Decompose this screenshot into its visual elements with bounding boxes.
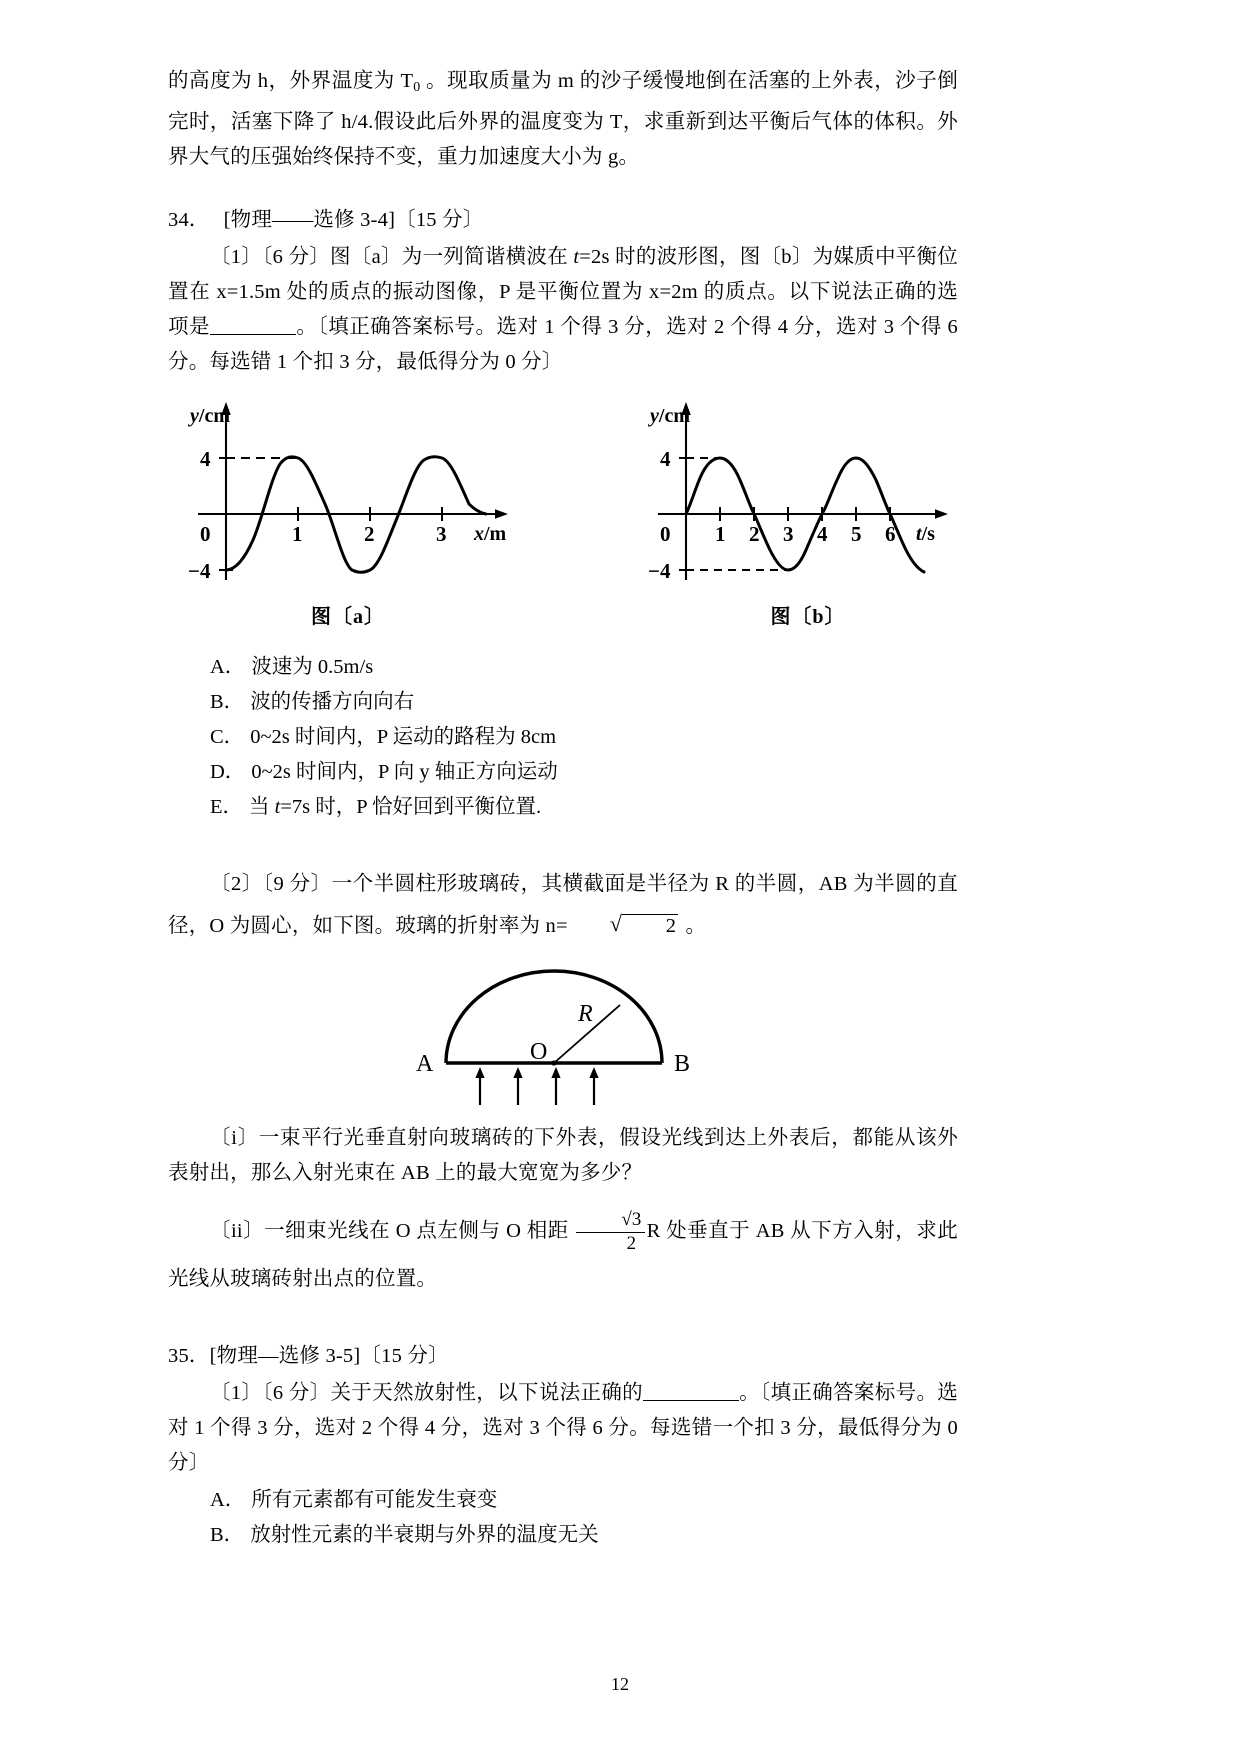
question-35-number: 35． xyxy=(168,1344,210,1367)
option-e-text-post: =7s 时，P 恰好回到平衡位置. xyxy=(280,795,542,818)
question-35-part1-stem xyxy=(168,1376,958,1481)
figure-b-x-arrow xyxy=(935,509,948,519)
part1-stem-pre: 〔1〕〔6 分〕图〔a〕为一列简谐横波在 xyxy=(210,245,574,268)
incident-rays xyxy=(480,1073,594,1105)
answer-blank-35-1[interactable] xyxy=(643,1400,739,1401)
question-35-option-list xyxy=(168,1483,958,1553)
question-34-title: [物理——选修 3-4]〔15 分〕 xyxy=(223,208,484,231)
figure-b-xticklabel-4: 4 xyxy=(817,521,828,546)
fraction-denominator: 2 xyxy=(576,1232,644,1255)
option-a-label: A． xyxy=(210,655,246,678)
figure-b-xticklabel-3: 3 xyxy=(783,521,794,546)
q35-option-a-label: A． xyxy=(210,1488,246,1511)
q35-option-b[interactable] xyxy=(168,1518,958,1553)
label-R: R xyxy=(578,1000,593,1027)
continued-paragraph-pre: 的高度为 h，外界温度为 T xyxy=(168,70,414,92)
option-e-text-pre: 当 xyxy=(249,795,275,818)
fraction-sqrt3-over-2 xyxy=(576,1209,644,1255)
option-c[interactable] xyxy=(168,720,958,755)
option-a[interactable] xyxy=(168,650,958,685)
figure-a-x-arrow xyxy=(495,509,508,519)
option-e-label: E． xyxy=(210,795,244,818)
figure-a-yticklabel-neg4: −4 xyxy=(188,558,211,583)
sqrt-2 xyxy=(568,905,680,947)
label-O: O xyxy=(530,1038,548,1065)
question-34-heading xyxy=(168,203,958,238)
option-d[interactable] xyxy=(168,755,958,790)
part1-stem-tail: 。〔填正确答案标号。选对 1 个得 3 分，选对 2 个得 4 分，选对 3 个得 6 分。每选错 1 个扣 3 分，最低得分为 0 分〕 xyxy=(168,315,958,373)
part2-stem-tail: 。 xyxy=(680,914,707,937)
question-34-sub-i: 〔i〕一束平行光垂直射向玻璃砖的下外表，假设光线到达上外表后，都能从该外表射出，那么入射光束在 AB 上的最大宽宽为多少？ xyxy=(168,1126,958,1184)
question-34-part2-stem xyxy=(168,863,958,947)
semicircle-figure xyxy=(168,963,958,1113)
figure-a-xticklabel-1: 1 xyxy=(292,521,303,546)
page-number: 12 xyxy=(611,1674,629,1694)
figure-b-svg xyxy=(638,394,978,599)
part1-stem-mid: =2s 时的波形图，图〔b〕为媒质中平衡位置在 x=1.5m 处的质点的振动图像，P 是平衡位置为 x=2m 的质点。以下说法正确的选项是 xyxy=(168,245,958,338)
q35-option-a-text: 所有元素都有可能发生衰变 xyxy=(251,1488,498,1511)
semicircle-figure-svg xyxy=(168,963,958,1113)
figure-b-xticklabel-5: 5 xyxy=(851,521,862,546)
sub-ii-pre: 〔ii〕一细束光线在 O 点左侧与 O 相距 xyxy=(210,1219,575,1242)
figure-a-svg xyxy=(178,394,518,599)
continued-paragraph xyxy=(168,64,958,175)
figure-b-yticklabel-neg4: −4 xyxy=(648,558,671,583)
figure-a-xlabel: x/m xyxy=(474,522,507,545)
option-e-variable-t: t xyxy=(274,795,281,818)
label-B: B xyxy=(674,1050,691,1077)
answer-blank-34-1[interactable] xyxy=(210,334,296,335)
figure-b xyxy=(638,394,978,629)
option-e[interactable] xyxy=(168,790,958,825)
option-b[interactable] xyxy=(168,685,958,720)
option-c-label: C． xyxy=(210,725,245,748)
figure-a xyxy=(178,394,518,629)
sub-ii-post: R 处垂直于 AB 从下方入射，求此光线从玻璃砖射出点的位置。 xyxy=(168,1219,958,1290)
incident-ray-arrowheads xyxy=(475,1067,598,1078)
option-b-text: 波的传播方向向右 xyxy=(250,690,415,713)
variable-t: t xyxy=(573,245,580,268)
question-35-title: [物理—选修 3-5]〔15 分〕 xyxy=(209,1344,449,1367)
sqrt-2-radicand: 2 xyxy=(622,914,678,938)
q35-option-a[interactable] xyxy=(168,1483,958,1518)
q35-part1-pre: 〔1〕〔6 分〕关于天然放射性，以下说法正确的 xyxy=(210,1381,644,1404)
figure-b-xticklabel-1: 1 xyxy=(715,521,726,546)
figure-b-origin-label: 0 xyxy=(660,521,671,546)
q35-option-b-text: 放射性元素的半衰期与外界的温度无关 xyxy=(250,1523,599,1546)
figure-a-origin-label: 0 xyxy=(200,521,211,546)
figure-a-ylabel: y/cm xyxy=(190,404,230,427)
question-34-sub-ii xyxy=(168,1207,958,1303)
figure-b-ylabel: y/cm xyxy=(650,404,690,427)
part2-stem-pre: 〔2〕〔9 分〕一个半圆柱形玻璃砖，其横截面是半径为 R 的半圆，AB 为半圆的直径，O 为圆心，如下图。玻璃的折射率为 n= xyxy=(168,872,958,937)
figure-a-caption: 图〔a〕 xyxy=(311,605,385,628)
figure-a-yticklabel-4: 4 xyxy=(200,446,211,471)
figure-a-xticklabel-2: 2 xyxy=(364,521,375,546)
question-34-part1-stem xyxy=(168,240,958,380)
option-a-text: 波速为 0.5m/s xyxy=(251,655,374,678)
page-content xyxy=(168,64,958,1553)
glass-semicircle-arc xyxy=(446,971,662,1063)
question-34-number: 34． xyxy=(168,208,210,231)
figure-b-xticklabel-6: 6 xyxy=(885,521,896,546)
option-d-label: D． xyxy=(210,760,246,783)
figure-b-xlabel: t/s xyxy=(916,522,935,545)
fraction-numerator: √3 xyxy=(621,1209,642,1231)
q35-option-b-label: B． xyxy=(210,1523,245,1546)
option-d-text: 0~2s 时间内，P 向 y 轴正方向运动 xyxy=(251,760,558,783)
figure-b-yticklabel-4: 4 xyxy=(660,446,671,471)
continued-paragraph-post: 。现取质量为 m 的沙子缓慢地倒在活塞的上外表，沙子倒完时，活塞下降了 h/4.假设此后外界的温度变为 T，求重新到达平衡后气体的体积。外界大气的压强始终保持不变，重力加速度大小为 g。 xyxy=(168,70,958,168)
question-34-option-list xyxy=(168,650,958,825)
waveform-figures-row xyxy=(168,394,958,634)
option-b-label: B． xyxy=(210,690,245,713)
option-c-text: 0~2s 时间内，P 运动的路程为 8cm xyxy=(250,725,557,748)
figure-a-xticklabel-3: 3 xyxy=(436,521,447,546)
q35-part1-tail: 。〔填正确答案标号。选对 1 个得 3 分，选对 2 个得 4 分，选对 3 个得 6 分。每选错一个扣 3 分，最低得分为 0 分〕 xyxy=(168,1381,958,1474)
figure-b-caption: 图〔b〕 xyxy=(770,605,846,628)
figure-b-xticklabel-2: 2 xyxy=(749,521,760,546)
center-point-O xyxy=(551,1060,556,1065)
question-35-heading xyxy=(168,1339,958,1374)
temperature-subscript: 0 xyxy=(413,79,421,95)
label-A: A xyxy=(416,1050,434,1077)
